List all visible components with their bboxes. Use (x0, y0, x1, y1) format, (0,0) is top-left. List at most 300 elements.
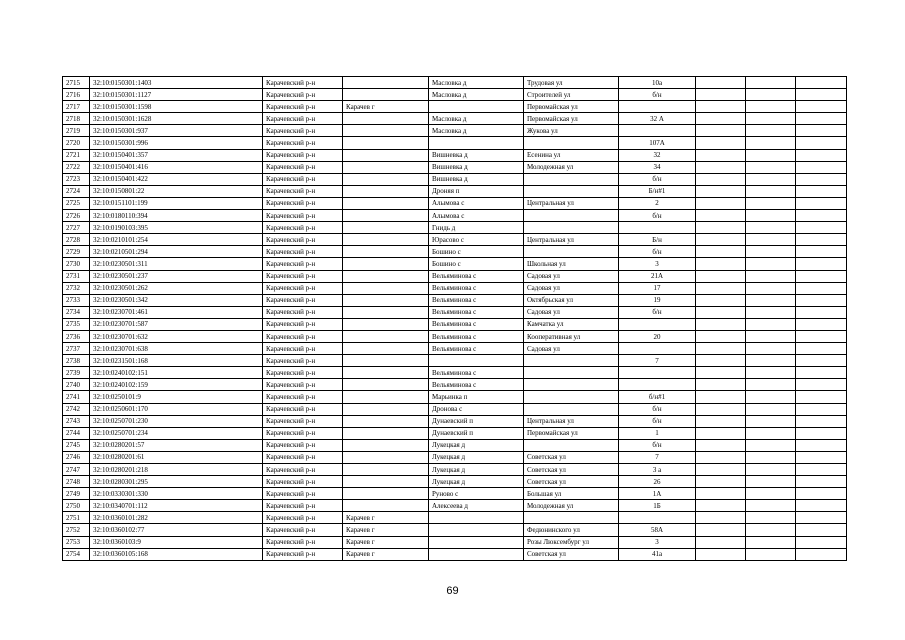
settlement-cell (429, 137, 524, 149)
row-number-cell: 2721 (63, 149, 90, 161)
settlement-cell: Лукецкая д (429, 464, 524, 476)
row-number-cell: 2733 (63, 294, 90, 306)
extra-cell-1 (696, 451, 746, 463)
row-number-cell: 2727 (63, 222, 90, 234)
city-cell (343, 476, 429, 488)
settlement-cell: Дунаевский п (429, 427, 524, 439)
city-cell (343, 403, 429, 415)
extra-cell-3 (796, 476, 847, 488)
settlement-cell: Лукецкая д (429, 451, 524, 463)
row-number-cell: 2737 (63, 343, 90, 355)
row-number-cell: 2739 (63, 367, 90, 379)
street-cell: Советская ул (524, 451, 619, 463)
table-row (63, 197, 847, 209)
extra-cell-1 (696, 101, 746, 113)
city-cell (343, 306, 429, 318)
settlement-cell: Масловка д (429, 113, 524, 125)
city-cell (343, 185, 429, 197)
extra-cell-3 (796, 512, 847, 524)
street-cell (524, 379, 619, 391)
street-cell: Центральная ул (524, 234, 619, 246)
extra-cell-1 (696, 343, 746, 355)
extra-cell-2 (746, 512, 796, 524)
extra-cell-3 (796, 343, 847, 355)
house-number-cell: Б/н#1 (619, 185, 696, 197)
row-number-cell: 2730 (63, 258, 90, 270)
extra-cell-3 (796, 391, 847, 403)
city-cell: Карачев г (343, 548, 429, 560)
cadastral-number-cell: 32:10:0230501:342 (90, 294, 263, 306)
cadastral-number-cell: 32:10:0340701:112 (90, 500, 263, 512)
settlement-cell (429, 548, 524, 560)
extra-cell-1 (696, 270, 746, 282)
table-row (63, 343, 847, 355)
house-number-cell: 1А (619, 488, 696, 500)
house-number-cell (619, 367, 696, 379)
street-cell: Федюнинского ул (524, 524, 619, 536)
extra-cell-1 (696, 294, 746, 306)
extra-cell-1 (696, 210, 746, 222)
district-cell: Карачевский р-н (263, 89, 343, 101)
district-cell: Карачевский р-н (263, 137, 343, 149)
settlement-cell (429, 536, 524, 548)
settlement-cell: Вишневка д (429, 161, 524, 173)
house-number-cell: б/н#1 (619, 391, 696, 403)
cadastral-number-cell: 32:10:0150301:1598 (90, 101, 263, 113)
district-cell: Карачевский р-н (263, 318, 343, 330)
settlement-cell: Вельяминова с (429, 282, 524, 294)
district-cell: Карачевский р-н (263, 270, 343, 282)
table-row (63, 294, 847, 306)
cadastral-number-cell: 32:10:0230701:638 (90, 343, 263, 355)
street-cell (524, 403, 619, 415)
table-row (63, 427, 847, 439)
table-row (63, 488, 847, 500)
house-number-cell: 17 (619, 282, 696, 294)
table-row (63, 306, 847, 318)
district-cell: Карачевский р-н (263, 415, 343, 427)
house-number-cell: б/н (619, 306, 696, 318)
house-number-cell: 32 (619, 149, 696, 161)
city-cell (343, 258, 429, 270)
street-cell: Садовая ул (524, 282, 619, 294)
street-cell (524, 367, 619, 379)
street-cell (524, 355, 619, 367)
street-cell: Первомайская ул (524, 427, 619, 439)
extra-cell-3 (796, 439, 847, 451)
street-cell: Советская ул (524, 464, 619, 476)
row-number-cell: 2715 (63, 77, 90, 89)
table-row (63, 137, 847, 149)
row-number-cell: 2729 (63, 246, 90, 258)
cadastral-number-cell: 32:10:0250701:230 (90, 415, 263, 427)
table-row (63, 548, 847, 560)
street-cell (524, 137, 619, 149)
district-cell: Карачевский р-н (263, 427, 343, 439)
table-row (63, 512, 847, 524)
house-number-cell: 3 (619, 536, 696, 548)
extra-cell-2 (746, 500, 796, 512)
extra-cell-3 (796, 258, 847, 270)
house-number-cell: б/н (619, 173, 696, 185)
extra-cell-2 (746, 391, 796, 403)
row-number-cell: 2718 (63, 113, 90, 125)
extra-cell-2 (746, 355, 796, 367)
street-cell (524, 391, 619, 403)
house-number-cell (619, 343, 696, 355)
table-row (63, 439, 847, 451)
house-number-cell (619, 125, 696, 137)
extra-cell-2 (746, 270, 796, 282)
city-cell: Карачев г (343, 524, 429, 536)
city-cell (343, 379, 429, 391)
city-cell (343, 391, 429, 403)
district-cell: Карачевский р-н (263, 439, 343, 451)
city-cell (343, 222, 429, 234)
row-number-cell: 2717 (63, 101, 90, 113)
cadastral-number-cell: 32:10:0150401:422 (90, 173, 263, 185)
house-number-cell (619, 222, 696, 234)
cadastral-number-cell: 32:10:0360105:168 (90, 548, 263, 560)
row-number-cell: 2751 (63, 512, 90, 524)
house-number-cell: 41а (619, 548, 696, 560)
street-cell (524, 222, 619, 234)
house-number-cell: 3 а (619, 464, 696, 476)
house-number-cell: 10а (619, 77, 696, 89)
house-number-cell: 7 (619, 355, 696, 367)
table-row (63, 524, 847, 536)
table-row (63, 330, 847, 342)
cadastral-number-cell: 32:10:0150301:1403 (90, 77, 263, 89)
extra-cell-3 (796, 524, 847, 536)
district-cell: Карачевский р-н (263, 197, 343, 209)
settlement-cell: Вельяминова с (429, 367, 524, 379)
extra-cell-2 (746, 330, 796, 342)
settlement-cell: Вишневка д (429, 149, 524, 161)
extra-cell-2 (746, 318, 796, 330)
house-number-cell: б/н (619, 210, 696, 222)
cadastral-number-cell: 32:10:0280201:61 (90, 451, 263, 463)
extra-cell-3 (796, 427, 847, 439)
settlement-cell: Масловка д (429, 125, 524, 137)
extra-cell-3 (796, 185, 847, 197)
district-cell: Карачевский р-н (263, 125, 343, 137)
cadastral-number-cell: 32:10:0230501:237 (90, 270, 263, 282)
table-row (63, 476, 847, 488)
cadastral-number-cell: 32:10:0230701:587 (90, 318, 263, 330)
extra-cell-3 (796, 210, 847, 222)
settlement-cell: Алымова с (429, 210, 524, 222)
street-cell: Розы Люксембург ул (524, 536, 619, 548)
district-cell: Карачевский р-н (263, 464, 343, 476)
street-cell: Трудовая ул (524, 77, 619, 89)
extra-cell-1 (696, 379, 746, 391)
house-number-cell: Б/н (619, 234, 696, 246)
street-cell: Садовая ул (524, 343, 619, 355)
table-row (63, 161, 847, 173)
district-cell: Карачевский р-н (263, 210, 343, 222)
extra-cell-2 (746, 451, 796, 463)
extra-cell-3 (796, 149, 847, 161)
row-number-cell: 2732 (63, 282, 90, 294)
settlement-cell: Лукецкая д (429, 476, 524, 488)
table-row (63, 149, 847, 161)
city-cell (343, 415, 429, 427)
settlement-cell: Вельяминова с (429, 343, 524, 355)
extra-cell-3 (796, 282, 847, 294)
extra-cell-3 (796, 234, 847, 246)
row-number-cell: 2743 (63, 415, 90, 427)
city-cell: Карачев г (343, 512, 429, 524)
cadastral-number-cell: 32:10:0230501:262 (90, 282, 263, 294)
extra-cell-2 (746, 101, 796, 113)
settlement-cell: Бошино с (429, 246, 524, 258)
extra-cell-2 (746, 488, 796, 500)
table-row (63, 379, 847, 391)
settlement-cell: Масловка д (429, 89, 524, 101)
extra-cell-3 (796, 464, 847, 476)
street-cell: Молодежная ул (524, 500, 619, 512)
extra-cell-1 (696, 282, 746, 294)
city-cell (343, 367, 429, 379)
district-cell: Карачевский р-н (263, 488, 343, 500)
cadastral-number-cell: 32:10:0250701:234 (90, 427, 263, 439)
city-cell (343, 488, 429, 500)
table-row (63, 367, 847, 379)
city-cell (343, 113, 429, 125)
extra-cell-2 (746, 427, 796, 439)
extra-cell-3 (796, 173, 847, 185)
district-cell: Карачевский р-н (263, 149, 343, 161)
cadastral-number-cell: 32:10:0230501:311 (90, 258, 263, 270)
district-cell: Карачевский р-н (263, 367, 343, 379)
settlement-cell: Алексеева д (429, 500, 524, 512)
district-cell: Карачевский р-н (263, 330, 343, 342)
extra-cell-1 (696, 113, 746, 125)
settlement-cell: Марьинка п (429, 391, 524, 403)
table-row (63, 222, 847, 234)
extra-cell-2 (746, 161, 796, 173)
row-number-cell: 2749 (63, 488, 90, 500)
table-row (63, 113, 847, 125)
extra-cell-1 (696, 89, 746, 101)
cadastral-number-cell: 32:10:0180110:394 (90, 210, 263, 222)
table-row (63, 415, 847, 427)
street-cell: Камчатка ул (524, 318, 619, 330)
table-row (63, 77, 847, 89)
extra-cell-1 (696, 161, 746, 173)
settlement-cell: Лукецкая д (429, 439, 524, 451)
cadastral-number-cell: 32:10:0150301:1628 (90, 113, 263, 125)
extra-cell-1 (696, 185, 746, 197)
district-cell: Карачевский р-н (263, 77, 343, 89)
table-row (63, 464, 847, 476)
extra-cell-2 (746, 113, 796, 125)
property-registry-table (62, 76, 847, 561)
row-number-cell: 2735 (63, 318, 90, 330)
settlement-cell: Вельяминова с (429, 379, 524, 391)
district-cell: Карачевский р-н (263, 246, 343, 258)
row-number-cell: 2734 (63, 306, 90, 318)
extra-cell-1 (696, 488, 746, 500)
cadastral-number-cell: 32:10:0250601:170 (90, 403, 263, 415)
house-number-cell: б/н (619, 89, 696, 101)
house-number-cell (619, 101, 696, 113)
settlement-cell: Дунаевский п (429, 415, 524, 427)
cadastral-number-cell: 32:10:0240102:159 (90, 379, 263, 391)
extra-cell-2 (746, 197, 796, 209)
table-row (63, 403, 847, 415)
extra-cell-2 (746, 77, 796, 89)
city-cell (343, 270, 429, 282)
table-row (63, 282, 847, 294)
street-cell: Садовая ул (524, 306, 619, 318)
extra-cell-2 (746, 137, 796, 149)
district-cell: Карачевский р-н (263, 234, 343, 246)
extra-cell-2 (746, 185, 796, 197)
house-number-cell: 2 (619, 197, 696, 209)
extra-cell-2 (746, 367, 796, 379)
extra-cell-1 (696, 318, 746, 330)
row-number-cell: 2750 (63, 500, 90, 512)
settlement-cell: Вишневка д (429, 173, 524, 185)
city-cell (343, 427, 429, 439)
cadastral-number-cell: 32:10:0210501:294 (90, 246, 263, 258)
city-cell (343, 89, 429, 101)
extra-cell-2 (746, 234, 796, 246)
street-cell: Строителей ул (524, 89, 619, 101)
settlement-cell: Вельяминова с (429, 330, 524, 342)
row-number-cell: 2724 (63, 185, 90, 197)
settlement-cell: Масловка д (429, 77, 524, 89)
extra-cell-3 (796, 89, 847, 101)
settlement-cell (429, 512, 524, 524)
cadastral-number-cell: 32:10:0150401:416 (90, 161, 263, 173)
settlement-cell (429, 355, 524, 367)
extra-cell-3 (796, 246, 847, 258)
extra-cell-3 (796, 451, 847, 463)
table-row (63, 101, 847, 113)
extra-cell-3 (796, 379, 847, 391)
extra-cell-3 (796, 270, 847, 282)
extra-cell-1 (696, 427, 746, 439)
extra-cell-2 (746, 294, 796, 306)
street-cell: Октябрьская ул (524, 294, 619, 306)
cadastral-number-cell: 32:10:0190103:395 (90, 222, 263, 234)
extra-cell-1 (696, 306, 746, 318)
city-cell: Карачев г (343, 101, 429, 113)
extra-cell-2 (746, 149, 796, 161)
table-row (63, 210, 847, 222)
cadastral-number-cell: 32:10:0150301:996 (90, 137, 263, 149)
street-cell (524, 246, 619, 258)
row-number-cell: 2740 (63, 379, 90, 391)
extra-cell-3 (796, 125, 847, 137)
row-number-cell: 2744 (63, 427, 90, 439)
extra-cell-1 (696, 330, 746, 342)
row-number-cell: 2720 (63, 137, 90, 149)
extra-cell-1 (696, 548, 746, 560)
extra-cell-3 (796, 197, 847, 209)
extra-cell-1 (696, 173, 746, 185)
city-cell (343, 246, 429, 258)
extra-cell-1 (696, 500, 746, 512)
street-cell: Жукова ул (524, 125, 619, 137)
house-number-cell: 19 (619, 294, 696, 306)
extra-cell-1 (696, 197, 746, 209)
table-row (63, 125, 847, 137)
cadastral-number-cell: 32:10:0240102:151 (90, 367, 263, 379)
city-cell (343, 294, 429, 306)
cadastral-number-cell: 32:10:0360103:9 (90, 536, 263, 548)
street-cell (524, 210, 619, 222)
district-cell: Карачевский р-н (263, 379, 343, 391)
district-cell: Карачевский р-н (263, 282, 343, 294)
table-row (63, 391, 847, 403)
house-number-cell: 3 (619, 258, 696, 270)
extra-cell-3 (796, 137, 847, 149)
district-cell: Карачевский р-н (263, 185, 343, 197)
house-number-cell: 1 (619, 427, 696, 439)
district-cell: Карачевский р-н (263, 500, 343, 512)
city-cell (343, 197, 429, 209)
cadastral-number-cell: 32:10:0250101:9 (90, 391, 263, 403)
extra-cell-1 (696, 512, 746, 524)
district-cell: Карачевский р-н (263, 548, 343, 560)
cadastral-number-cell: 32:10:0360101:282 (90, 512, 263, 524)
settlement-cell: Вельяминова с (429, 318, 524, 330)
house-number-cell: 20 (619, 330, 696, 342)
cadastral-number-cell: 32:10:0210101:254 (90, 234, 263, 246)
district-cell: Карачевский р-н (263, 451, 343, 463)
extra-cell-3 (796, 488, 847, 500)
street-cell: Советская ул (524, 548, 619, 560)
extra-cell-3 (796, 415, 847, 427)
settlement-cell: Дроняя п (429, 185, 524, 197)
extra-cell-2 (746, 89, 796, 101)
extra-cell-2 (746, 548, 796, 560)
extra-cell-3 (796, 548, 847, 560)
cadastral-number-cell: 32:10:0280201:57 (90, 439, 263, 451)
table-row (63, 185, 847, 197)
extra-cell-2 (746, 379, 796, 391)
district-cell: Карачевский р-н (263, 161, 343, 173)
extra-cell-3 (796, 330, 847, 342)
extra-cell-2 (746, 258, 796, 270)
district-cell: Карачевский р-н (263, 355, 343, 367)
extra-cell-2 (746, 246, 796, 258)
district-cell: Карачевский р-н (263, 173, 343, 185)
row-number-cell: 2742 (63, 403, 90, 415)
extra-cell-3 (796, 500, 847, 512)
district-cell: Карачевский р-н (263, 391, 343, 403)
house-number-cell: б/н (619, 439, 696, 451)
extra-cell-2 (746, 524, 796, 536)
row-number-cell: 2719 (63, 125, 90, 137)
cadastral-number-cell: 32:10:0280301:295 (90, 476, 263, 488)
table-row (63, 270, 847, 282)
district-cell: Карачевский р-н (263, 536, 343, 548)
table-body (63, 77, 847, 561)
row-number-cell: 2722 (63, 161, 90, 173)
house-number-cell: 34 (619, 161, 696, 173)
city-cell (343, 282, 429, 294)
settlement-cell: Вельяминова с (429, 270, 524, 282)
cadastral-number-cell: 32:10:0330301:330 (90, 488, 263, 500)
extra-cell-2 (746, 173, 796, 185)
row-number-cell: 2746 (63, 451, 90, 463)
house-number-cell: б/н (619, 246, 696, 258)
